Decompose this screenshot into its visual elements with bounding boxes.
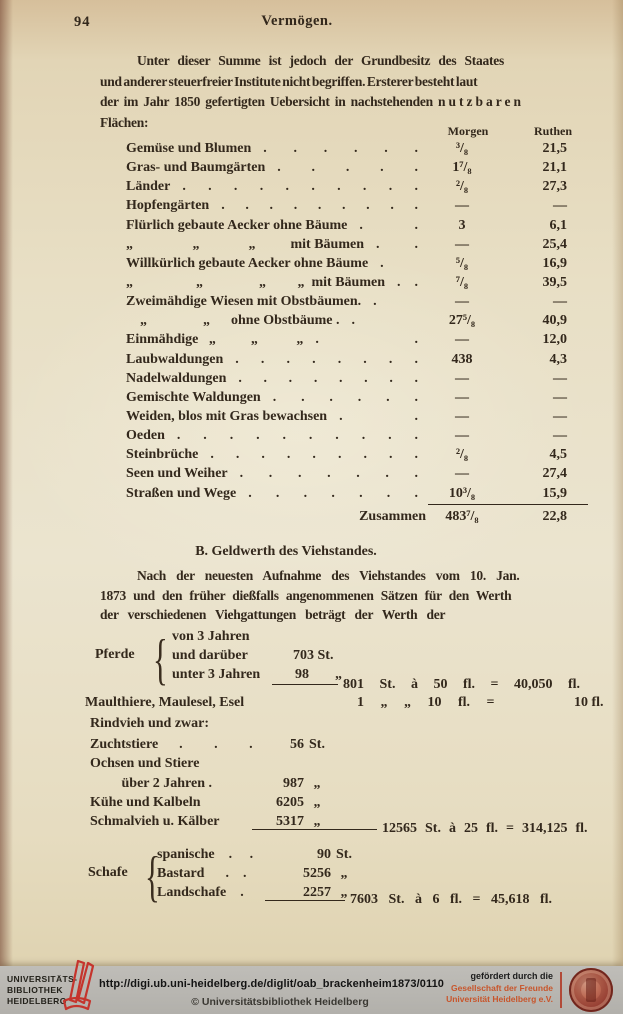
table-row xyxy=(126,330,567,349)
pferde-age-line3-value: 98 xyxy=(295,667,309,682)
row-ruthen-value: — xyxy=(553,408,567,424)
dot-leaders: . . xyxy=(397,274,418,290)
table-row xyxy=(126,311,567,330)
item-unit: „ xyxy=(313,775,321,791)
item-count: 56 xyxy=(290,737,304,752)
land-use-table xyxy=(126,139,567,503)
schafe-sum-underline xyxy=(265,900,345,901)
row-ruthen-value: — xyxy=(553,389,567,405)
table-row xyxy=(126,388,567,407)
schafe-sum: 7603 St. à 6 fl. = 45,618 fl. xyxy=(350,892,553,907)
list-item xyxy=(90,754,330,773)
row-label: Einmähdige „ „ „ xyxy=(126,332,304,348)
pferde-sum: 801 St. à 50 fl. = 40,050 fl. xyxy=(343,677,581,692)
table-row xyxy=(126,139,567,158)
item-count xyxy=(256,754,304,773)
intro-line: und anderer steuerfreier Institute nicht begriffen. Ersterer besteht laut xyxy=(100,73,478,89)
pferde-age-line3-unit: „ xyxy=(335,667,342,682)
pferde-age-line3: unter 3 Jahren xyxy=(172,667,261,682)
maulthiere-total: 10 fl. xyxy=(574,695,604,710)
table-total-row xyxy=(126,508,567,526)
row-morgen-value: 3 xyxy=(458,217,466,233)
total-ruthen-value: 22,8 xyxy=(542,509,567,524)
total-label: Zusammen xyxy=(359,509,426,524)
item-unit: „ xyxy=(340,885,348,901)
item-label: Ochsen und Stiere xyxy=(90,756,200,772)
pferde-label: Pferde xyxy=(95,647,135,662)
row-label: Weiden, blos mit Gras bewachsen xyxy=(126,408,328,424)
row-morgen-value: — xyxy=(455,389,469,405)
rindvieh-intro: Rindvieh und zwar: xyxy=(90,716,210,731)
list-item xyxy=(90,735,330,754)
row-morgen-value: — xyxy=(455,236,469,252)
row-label: Länder xyxy=(126,179,171,195)
row-morgen-value: 438 xyxy=(451,351,473,367)
intro-emphasis-nutzbaren: nutzbaren xyxy=(437,94,524,110)
row-ruthen-value: 16,9 xyxy=(542,255,567,271)
row-label: Flürlich gebaute Aecker ohne Bäume xyxy=(126,217,348,233)
row-ruthen-value: 21,1 xyxy=(542,160,567,176)
row-morgen-value: — xyxy=(455,370,469,386)
pferde-brace: { xyxy=(153,629,168,691)
pferde-age-line1: von 3 Jahren xyxy=(172,629,250,644)
maulthiere-values: 1 „ „ 10 fl. = xyxy=(357,695,495,710)
row-ruthen-value: 25,4 xyxy=(542,236,567,252)
scan-url: http://digi.ub.uni-heidelberg.de/diglit/oab_brackenheim1873/0110 xyxy=(99,978,445,990)
schafe-brace: { xyxy=(145,846,160,908)
dot-leaders: . . . . . . . . xyxy=(235,351,418,367)
row-ruthen-value: — xyxy=(553,370,567,386)
item-label: Landschafe . xyxy=(157,885,244,901)
rindvieh-sum: 12565 St. à 25 fl. = 314,125 fl. xyxy=(382,821,588,836)
table-row xyxy=(126,369,567,388)
item-unit: „ xyxy=(340,866,348,882)
row-morgen-value: — xyxy=(455,466,469,482)
page-number: 94 xyxy=(74,14,91,30)
dot-leaders: . xyxy=(373,294,377,310)
section-b-line: 1873 und den früher dießfalls angenommenen Sätzen für den Werth xyxy=(100,587,512,603)
row-morgen-value: ³/₈ xyxy=(455,141,469,156)
intro-line: Flächen: xyxy=(100,114,149,130)
item-count: 90 xyxy=(317,847,331,862)
row-label: Gemüse und Blumen xyxy=(126,141,252,156)
table-row xyxy=(126,216,567,235)
item-label: über 2 Jahren . xyxy=(90,775,212,791)
row-morgen-value: ⁷/₈ xyxy=(455,274,469,290)
dot-leaders: . . . . . . xyxy=(272,389,418,405)
row-label: „ „ ohne Obstbäume . xyxy=(126,313,340,329)
library-name-line: UNIVERSITÄTS- xyxy=(7,974,78,984)
row-ruthen-value: 40,9 xyxy=(542,313,567,329)
funding-line: Universität Heidelberg e.V. xyxy=(446,994,553,1004)
list-item xyxy=(90,793,330,812)
dot-leaders: . . xyxy=(376,236,418,252)
list-item xyxy=(157,864,357,883)
table-row xyxy=(126,177,567,196)
table-row xyxy=(126,484,567,503)
dot-leaders: . . . . . . . . . xyxy=(221,198,418,214)
footer-divider xyxy=(560,972,562,1008)
row-morgen-value: 1⁷/₈ xyxy=(452,160,472,176)
row-label: Nadelwaldungen xyxy=(126,370,227,386)
table-row xyxy=(126,273,567,292)
row-label: Oeden xyxy=(126,428,165,444)
table-row xyxy=(126,158,567,177)
row-label: Hopfengärten xyxy=(126,198,210,214)
column-header-morgen: Morgen xyxy=(447,124,489,138)
copyright-text: © Universitätsbibliothek Heidelberg xyxy=(191,996,369,1008)
row-morgen-value: — xyxy=(455,332,469,348)
rindvieh-list xyxy=(90,735,330,831)
row-morgen-value: — xyxy=(455,428,469,444)
row-morgen-value: — xyxy=(455,198,469,214)
running-header: Vermögen. xyxy=(261,13,333,29)
dot-leaders: . xyxy=(351,313,356,329)
item-unit: St. xyxy=(336,847,352,862)
table-row xyxy=(126,235,567,254)
row-morgen-value: — xyxy=(455,294,469,310)
library-footer-bar xyxy=(0,966,623,1014)
pferde-age-line2: und darüber xyxy=(172,648,248,663)
intro-line-text: der im Jahr 1850 gefertigten Uebersicht in nachstehenden xyxy=(100,94,438,110)
row-label: Straßen und Wege xyxy=(126,485,237,501)
row-ruthen-value: 6,1 xyxy=(549,217,567,233)
row-ruthen-value: 12,0 xyxy=(542,332,567,348)
table-row xyxy=(126,350,567,369)
row-label: Laubwaldungen xyxy=(126,351,224,367)
row-morgen-value: ²/₈ xyxy=(455,447,469,463)
table-total-rule xyxy=(428,504,588,505)
funding-line: Gesellschaft der Freunde xyxy=(450,982,553,993)
row-ruthen-value: 39,5 xyxy=(542,274,567,290)
library-name-line: BIBLIOTHEK xyxy=(7,985,63,995)
dot-leaders: . . . . . xyxy=(277,160,418,176)
pferde-age-line2-value: 703 St. xyxy=(293,648,334,663)
row-label: Seen und Weiher xyxy=(126,466,228,482)
dot-leaders: . . xyxy=(359,217,418,233)
item-unit: „ xyxy=(313,814,321,830)
row-label: Gemischte Waldungen xyxy=(126,389,261,405)
schafe-label: Schafe xyxy=(88,865,128,880)
funding-line: gefördert durch die xyxy=(470,971,553,981)
section-b-heading: B. Geldwerth des Viehstandes. xyxy=(195,544,377,559)
row-label: „ „ „ „ mit Bäumen xyxy=(126,274,385,290)
section-b-paragraph xyxy=(100,566,520,625)
table-row xyxy=(126,196,567,215)
row-label: „ „ „ mit Bäumen xyxy=(126,236,364,252)
dot-leaders: . . . . . . xyxy=(263,141,418,156)
item-label: Kühe und Kalbeln xyxy=(90,794,201,810)
dot-leaders: . . . . . . . xyxy=(248,485,418,501)
row-label: Willkürlich gebaute Aecker ohne Bäume xyxy=(126,255,369,271)
dot-leaders: . . . . . . . xyxy=(239,466,418,482)
row-morgen-value: 27⁵/₈ xyxy=(448,313,476,329)
table-row xyxy=(126,464,567,483)
dot-leaders: . . . . . . . . xyxy=(238,370,418,386)
row-morgen-value: ²/₈ xyxy=(455,179,469,195)
row-label: Gras- und Baumgärten xyxy=(126,160,266,176)
section-b-line: der verschiedenen Viehgattungen beträgt der Werth der xyxy=(100,607,446,623)
table-row xyxy=(126,292,567,311)
library-name-line: HEIDELBERG xyxy=(7,996,67,1006)
row-ruthen-value: 27,4 xyxy=(542,466,567,482)
schafe-list xyxy=(157,845,357,903)
row-label: Steinbrüche xyxy=(126,447,199,463)
table-row xyxy=(126,254,567,273)
item-unit: „ xyxy=(313,794,321,810)
dot-leaders: . . xyxy=(339,408,418,424)
item-label: spanische . . xyxy=(157,847,254,862)
dot-leaders: . xyxy=(380,255,384,271)
row-morgen-value: 10³/₈ xyxy=(448,485,476,501)
list-item xyxy=(157,845,357,864)
row-ruthen-value: 21,5 xyxy=(542,141,567,156)
column-header-ruthen: Ruthen xyxy=(533,124,572,138)
intro-line: Unter dieser Summe ist jedoch der Grundbesitz des Staates xyxy=(137,53,504,68)
item-count: 6205 xyxy=(276,794,304,810)
row-morgen-value: — xyxy=(455,408,469,424)
item-unit: St. xyxy=(309,737,325,752)
rindvieh-sum-underline xyxy=(252,829,377,830)
dot-leaders: . . . . . . . . . xyxy=(210,447,418,463)
item-label: Schmalvieh u. Kälber xyxy=(90,814,220,830)
row-ruthen-value: 27,3 xyxy=(542,179,567,195)
total-morgen-value: 483⁷/₈ xyxy=(445,509,479,524)
row-label: Zweimähdige Wiesen mit Obstbäumen. xyxy=(126,294,362,310)
table-row xyxy=(126,445,567,464)
intro-paragraph xyxy=(100,51,524,133)
item-label: Bastard . . xyxy=(157,866,247,882)
row-ruthen-value: 15,9 xyxy=(542,485,567,501)
item-count: 5256 xyxy=(303,866,331,882)
dot-leaders: . . . . . . . . . . xyxy=(176,428,418,444)
book-logo-icon xyxy=(57,956,95,1014)
intro-line xyxy=(100,92,524,113)
row-ruthen-value: — xyxy=(553,198,567,214)
section-b-line: Nach der neuesten Aufnahme des Viehstandes vom 10. Jan. xyxy=(137,568,520,583)
maulthiere-label: Maulthiere, Maulesel, Esel xyxy=(85,695,245,710)
dot-leaders: . . xyxy=(315,332,418,348)
item-unit xyxy=(304,754,330,773)
list-item xyxy=(90,774,330,793)
item-label: Zuchtstiere . . . xyxy=(90,737,253,752)
table-row xyxy=(126,426,567,445)
dot-leaders: . . . . . . . . . . xyxy=(182,179,418,195)
item-count: 5317 xyxy=(276,814,304,830)
row-morgen-value: ⁵/₈ xyxy=(455,255,469,271)
item-count: 987 xyxy=(283,775,304,791)
item-count: 2257 xyxy=(303,885,331,901)
row-ruthen-value: — xyxy=(553,294,567,310)
pferde-sum-underline xyxy=(272,684,338,685)
row-ruthen-value: — xyxy=(553,428,567,444)
row-ruthen-value: 4,3 xyxy=(549,351,567,367)
funding-credit xyxy=(446,971,553,1006)
row-ruthen-value: 4,5 xyxy=(549,447,567,463)
table-row xyxy=(126,407,567,426)
university-seal-icon xyxy=(569,968,613,1012)
